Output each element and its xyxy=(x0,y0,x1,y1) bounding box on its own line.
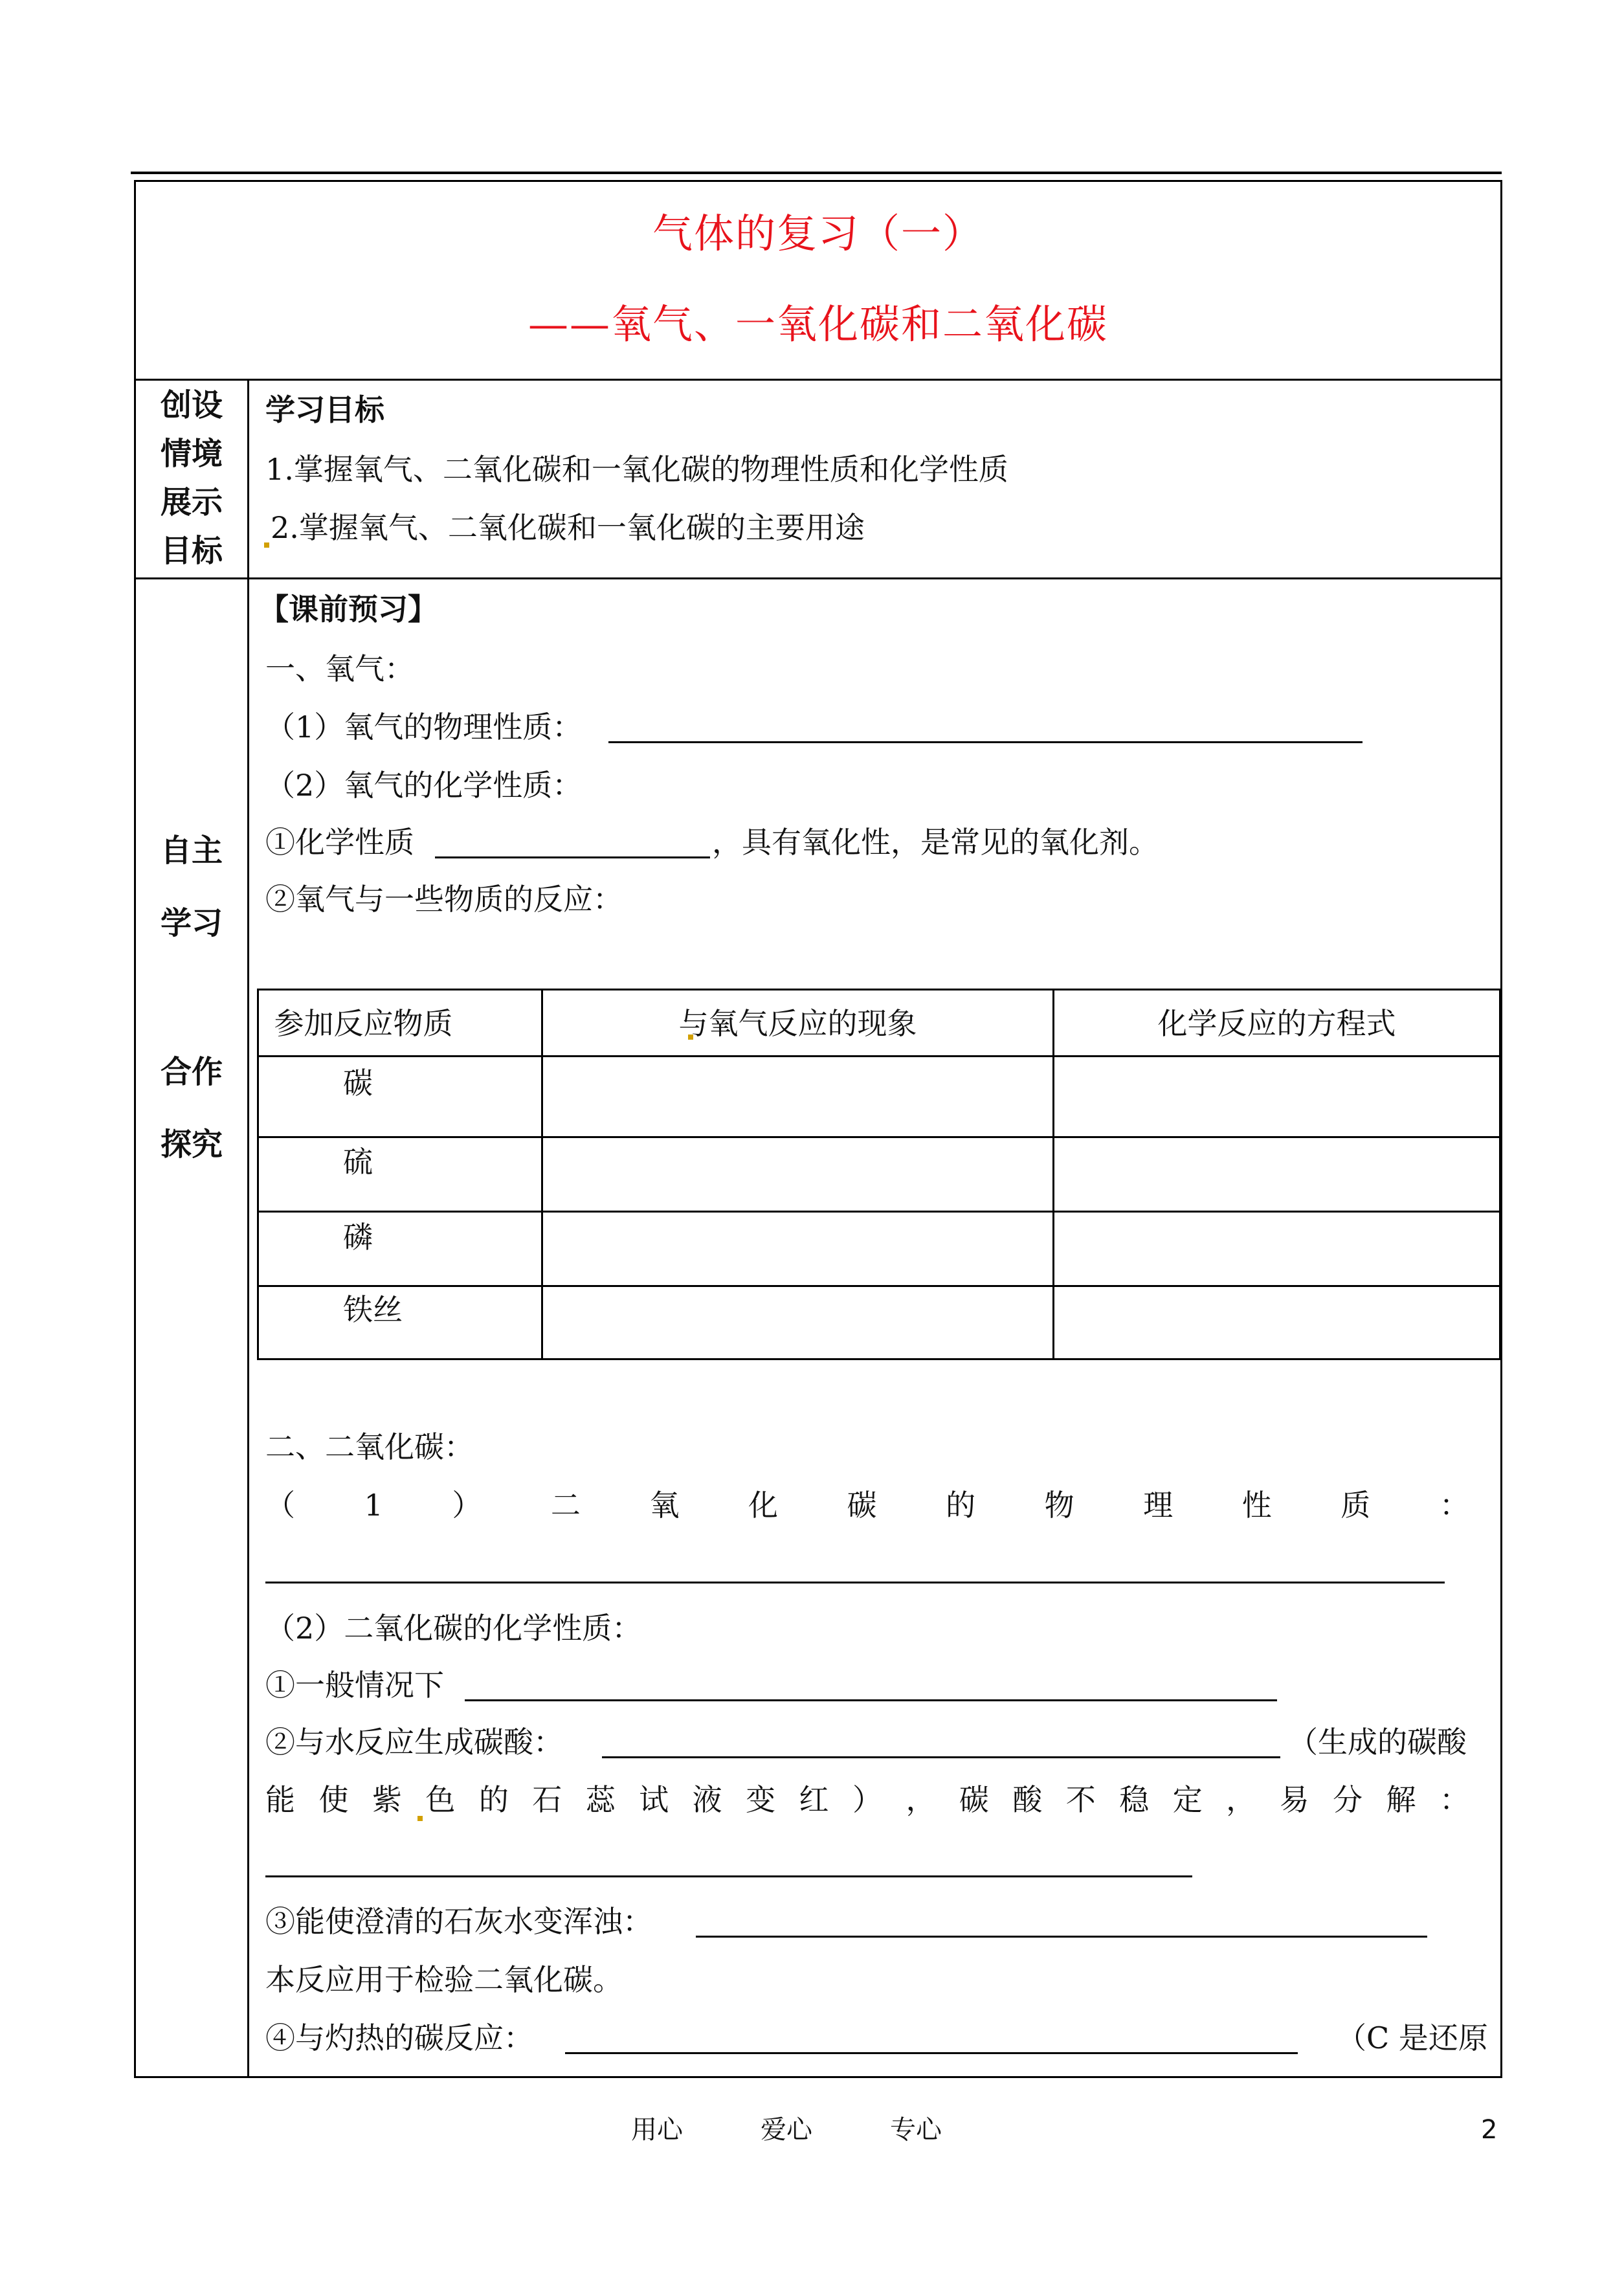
co2-physical-char: 氧 xyxy=(649,1488,680,1523)
stray-mark xyxy=(264,542,269,548)
co2-item3-blank xyxy=(696,1936,1427,1938)
co2-physical-char: 性 xyxy=(1241,1488,1272,1523)
co2-item2-cont-char: 定 xyxy=(1172,1782,1203,1817)
co2-item2-cont-char: ， xyxy=(1226,1782,1256,1817)
table-row-carbon: 碳 xyxy=(343,1066,373,1101)
table-row-divider-1 xyxy=(259,1055,1499,1057)
page-number: 2 xyxy=(1481,2115,1498,2145)
co2-item2-cont-char: 的 xyxy=(478,1782,509,1817)
co2-item2-cont-char: 稳 xyxy=(1119,1782,1150,1817)
side-label-explore: 探究 xyxy=(160,1126,223,1163)
co2-item2-cont-char: ） xyxy=(852,1782,882,1817)
co2-item4-blank xyxy=(565,2052,1298,2054)
co2-physical-label xyxy=(265,1488,1469,1523)
goal-item-2: 2.掌握氧气、二氧化碳和一氧化碳的主要用途 xyxy=(271,510,865,545)
stray-mark xyxy=(417,1816,423,1821)
footer-slogan-2: 爱心 xyxy=(761,2115,812,2145)
co2-item1: ①一般情况下 xyxy=(265,1668,444,1703)
co2-item2-cont-char: 易 xyxy=(1279,1782,1309,1817)
table-row-divider-4 xyxy=(259,1285,1499,1287)
footer-slogan-3: 专心 xyxy=(890,2115,942,2145)
table-row-sulfur: 硫 xyxy=(343,1145,373,1180)
reaction-table xyxy=(257,989,1501,1360)
table-row-iron-wire: 铁丝 xyxy=(343,1292,403,1327)
co2-item2-cont-char: 色 xyxy=(425,1782,456,1817)
co2-item2-cont-char: 能 xyxy=(265,1782,295,1817)
co2-item2-cont-char: 使 xyxy=(318,1782,349,1817)
side-label-display: 展示 xyxy=(160,484,223,520)
co2-item2-prefix: ②与水反应生成碳酸： xyxy=(265,1725,563,1760)
co2-chemical-label: （2）二氧化碳的化学性质： xyxy=(265,1611,642,1646)
table-header-phenomenon: 与氧气反应的现象 xyxy=(678,1006,917,1041)
side-label-cooperate: 合作 xyxy=(160,1054,223,1090)
co2-physical-char: 二 xyxy=(550,1488,581,1523)
co2-item2-cont-char: 红 xyxy=(799,1782,829,1817)
oxygen-item1-prefix: ①化学性质 xyxy=(265,825,414,860)
preview-heading: 【课前预习】 xyxy=(259,592,438,627)
co2-item2-cont-char: 石 xyxy=(532,1782,562,1817)
co2-physical-char: ： xyxy=(1439,1488,1469,1523)
page-title: 气体的复习（一） xyxy=(652,210,984,257)
co2-item2-blank xyxy=(602,1756,1280,1758)
co2-item2-cont-char: 碳 xyxy=(959,1782,989,1817)
oxygen-item1-suffix: ，具有氧化性，是常见的氧化剂。 xyxy=(712,825,1159,860)
table-row-divider-3 xyxy=(259,1211,1499,1213)
co2-item3: ③能使澄清的石灰水变浑浊： xyxy=(265,1904,652,1939)
co2-item2-cont-char: ， xyxy=(906,1782,936,1817)
title-divider xyxy=(134,379,1502,381)
co2-item2-cont-char: 解 xyxy=(1386,1782,1416,1817)
table-header-reactant: 参加反应物质 xyxy=(274,1006,453,1041)
co2-physical-char: 物 xyxy=(1044,1488,1074,1523)
footer-slogan-1: 用心 xyxy=(631,2115,683,2145)
co2-physical-char: ） xyxy=(452,1488,482,1523)
co2-item4-suffix: （C 是还原 xyxy=(1337,2020,1488,2055)
co2-physical-char: 碳 xyxy=(847,1488,877,1523)
co2-physical-char: 质 xyxy=(1340,1488,1371,1523)
side-label-goal: 目标 xyxy=(160,533,223,569)
co2-item2-cont-char: 不 xyxy=(1065,1782,1096,1817)
oxygen-physical-blank xyxy=(608,741,1363,743)
page-subtitle: ——氧气、一氧化碳和二氧化碳 xyxy=(528,300,1108,348)
co2-item2-cont-char: 酸 xyxy=(1012,1782,1043,1817)
co2-item2-cont-char: 紫 xyxy=(372,1782,402,1817)
co2-item2-cont-char: 分 xyxy=(1333,1782,1363,1817)
co2-physical-blank xyxy=(265,1582,1445,1583)
co2-section-title: 二、二氧化碳： xyxy=(265,1429,474,1464)
table-row-phosphorus: 磷 xyxy=(343,1220,373,1255)
table-col-divider-2 xyxy=(1052,990,1054,1358)
co2-item2-continuation xyxy=(265,1782,1469,1817)
co2-item4-prefix: ④与灼热的碳反应： xyxy=(265,2020,533,2055)
co2-item2-cont-char: ： xyxy=(1439,1782,1469,1817)
side-label-create: 创设 xyxy=(160,387,223,423)
co2-item2-cont-char: 试 xyxy=(639,1782,669,1817)
oxygen-section-title: 一、氧气： xyxy=(265,651,414,686)
co2-item2-cont-char: 变 xyxy=(746,1782,776,1817)
goal-item-1: 1.掌握氧气、二氧化碳和一氧化碳的物理性质和化学性质 xyxy=(265,452,1008,487)
table-row-divider-2 xyxy=(259,1136,1499,1138)
oxygen-chemical-label: （2）氧气的化学性质： xyxy=(265,768,583,803)
oxygen-item2: ②氧气与一些物质的反应： xyxy=(265,882,623,917)
table-col-divider-1 xyxy=(541,990,543,1358)
header-rule xyxy=(131,172,1502,174)
oxygen-physical-label: （1）氧气的物理性质： xyxy=(265,710,583,744)
table-header-equation: 化学反应的方程式 xyxy=(1157,1006,1396,1041)
co2-item1-blank xyxy=(465,1699,1277,1701)
side-label-self: 自主 xyxy=(160,833,223,869)
co2-item2-suffix: （生成的碳酸 xyxy=(1288,1725,1467,1760)
co2-physical-char: 化 xyxy=(748,1488,779,1523)
oxygen-item1-blank xyxy=(435,856,710,858)
co2-item2-decompose-blank xyxy=(265,1875,1192,1877)
side-column-divider xyxy=(247,379,249,2078)
co2-physical-char: 1 xyxy=(364,1488,383,1523)
goals-divider xyxy=(134,577,1502,579)
co2-physical-char: 理 xyxy=(1143,1488,1174,1523)
co2-item3-note: 本反应用于检验二氧化碳。 xyxy=(265,1962,623,1997)
side-label-study: 学习 xyxy=(160,905,223,941)
co2-item2-cont-char: 液 xyxy=(692,1782,722,1817)
co2-physical-char: 的 xyxy=(946,1488,976,1523)
co2-item2-cont-char: 蕊 xyxy=(585,1782,616,1817)
side-label-situation: 情境 xyxy=(160,436,223,472)
goals-heading: 学习目标 xyxy=(265,392,384,427)
co2-physical-char: （ xyxy=(265,1488,295,1523)
